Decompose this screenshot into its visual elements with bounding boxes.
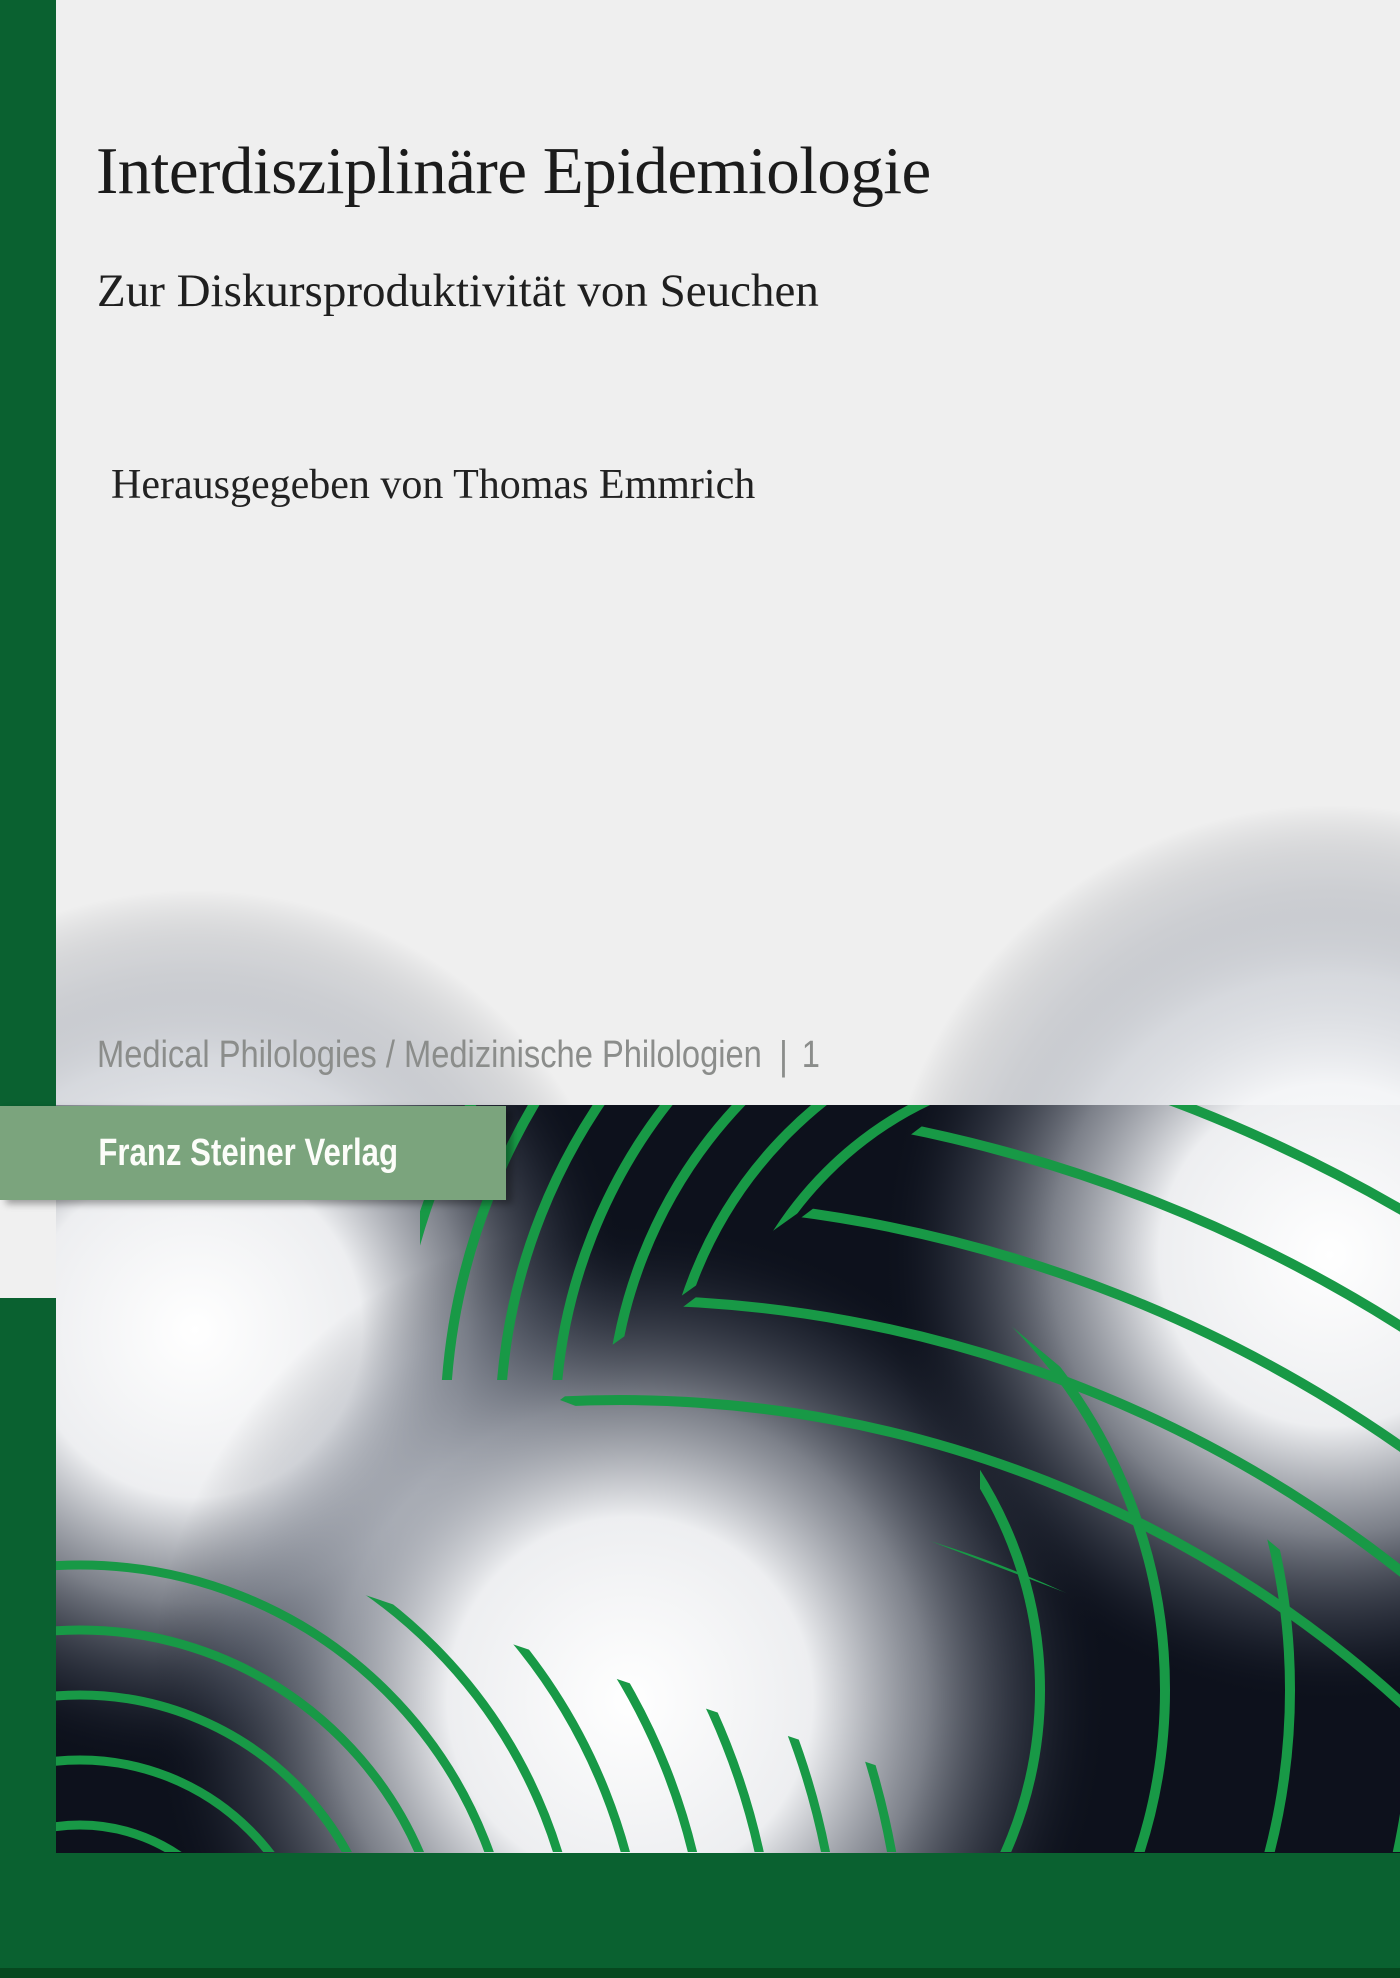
series-volume-number: 1 <box>801 1034 820 1076</box>
series-line <box>97 1034 820 1079</box>
publisher-name: Franz Steiner Verlag <box>98 1131 399 1174</box>
series-separator: | <box>779 1034 788 1078</box>
book-title: Interdisziplinäre Epidemiologie <box>96 134 931 208</box>
footer-band-edge <box>0 1968 1400 1978</box>
spine-gap-light <box>0 1200 56 1300</box>
series-name: Medical Philologies / Medizinische Philologien <box>97 1034 762 1076</box>
editor-line: Herausgegeben von Thomas Emmrich <box>111 462 756 508</box>
publisher-banner <box>0 1106 506 1200</box>
book-subtitle: Zur Diskursproduktivität von Seuchen <box>97 265 819 317</box>
spine-bar-top <box>0 0 56 1107</box>
footer-band <box>0 1853 1400 1978</box>
